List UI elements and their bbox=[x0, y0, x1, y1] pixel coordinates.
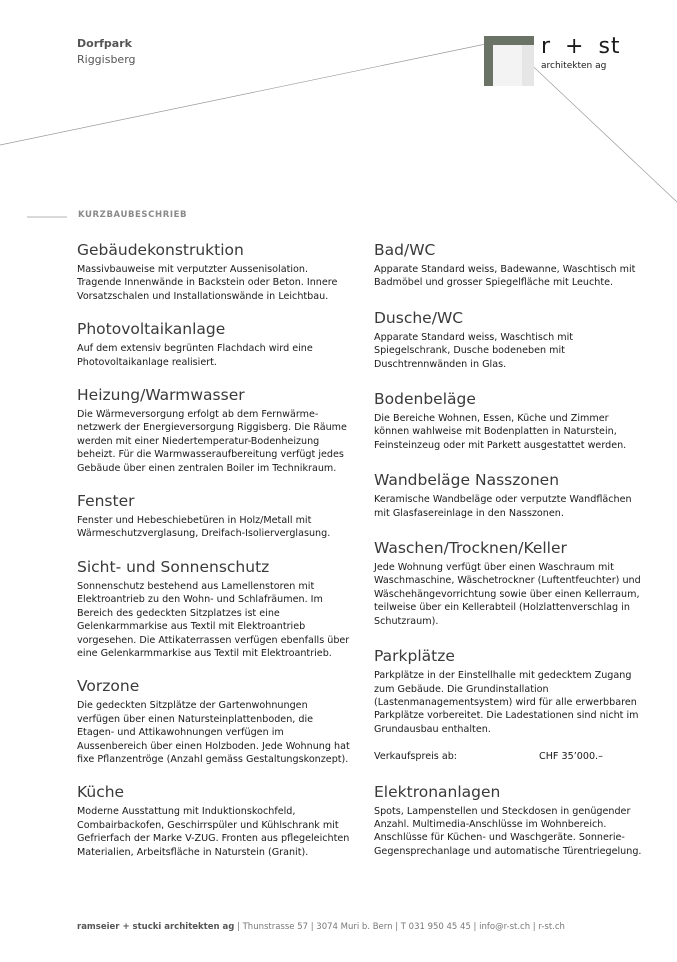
section-text: Die gedeckten Sitzplätze der Gartenwohnungen verfügen über einen Natursteinplattenboden, die Etagen- und Attikawohnungen verfügen im Aussenbereich über einen Holzboden. Jede Wohnung hat fixe Pflanzentröge (Anzahl gemäss Gestaltungskonzept). bbox=[77, 700, 350, 765]
section-bodenbelaege bbox=[374, 389, 646, 452]
section-title: Parkplätze bbox=[374, 647, 455, 666]
section-text: Apparate Standard weiss, Waschtisch mit Spiegelschrank, Dusche bodeneben mit Duschtrennwänden in Glas. bbox=[374, 331, 574, 370]
section-bad-wc bbox=[374, 240, 646, 290]
section-title: Heizung/Warmwasser bbox=[77, 386, 245, 405]
section-dusche-wc bbox=[374, 308, 646, 371]
section-text: Jede Wohnung verfügt über einen Waschraum mit Waschmaschine, Wäschetrockner (Luftentfeuchter) und Wäschehängevorrichtung sowie über einen Kellerraum, teilweise über ein Kellerabteil (Holzlattenverschlag in Schutzraum). bbox=[374, 562, 641, 627]
section-parkplaetze bbox=[374, 646, 646, 736]
logo-mark-icon bbox=[484, 36, 534, 86]
section-title: Bodenbeläge bbox=[374, 390, 476, 409]
section-label: KURZBAUBESCHRIEB bbox=[78, 210, 188, 220]
price-row bbox=[374, 750, 646, 763]
section-sonnenschutz bbox=[77, 557, 352, 660]
section-text: Parkplätze in der Einstellhalle mit gedecktem Zugang zum Gebäude. Die Grundinstallation (Lastenmanagementsystem) wird für alle erwerbbaren Parkplätze vorbereitet. Die Ladestationen sind nicht im Grundausbau enthalten. bbox=[374, 670, 639, 735]
section-wandbelaege bbox=[374, 470, 646, 520]
footer bbox=[77, 922, 565, 932]
section-elektroanlagen bbox=[374, 782, 646, 859]
section-text: Apparate Standard weiss, Badewanne, Waschtisch mit Badmöbel und grosser Spiegelfläche mit Leuchte. bbox=[374, 264, 636, 289]
section-text: Sonnenschutz bestehend aus Lamellenstoren mit Elektroantrieb zu den Wohn- und Schlafräumen. Im Bereich des gedeckten Sitzplatzes ist eine Gelenkarmmarkise aus Textil mit Elektroantrieb vorgesehen. Die Attikaterrassen verfügen ebenfalls über eine Gelenkarmmarkise aus Textil mit Elektroantrieb. bbox=[77, 580, 350, 659]
section-kueche bbox=[77, 782, 352, 859]
footer-details: | Thunstrasse 57 | 3074 Muri b. Bern | T 031 950 45 45 | info@r-st.ch | r-st.ch bbox=[234, 922, 565, 932]
section-heizung bbox=[77, 385, 352, 475]
section-photovoltaikanlage bbox=[77, 319, 352, 369]
project-name: Dorfpark bbox=[77, 37, 132, 50]
section-title: Vorzone bbox=[77, 677, 140, 696]
company-logo bbox=[484, 36, 644, 90]
section-vorzone bbox=[77, 676, 352, 766]
section-title: Photovoltaikanlage bbox=[77, 320, 226, 339]
section-title: Elektronanlagen bbox=[374, 782, 501, 801]
section-title: Gebäudekonstruktion bbox=[77, 241, 244, 259]
section-text: Die Bereiche Wohnen, Essen, Küche und Zimmer können wahlweise mit Bodenplatten in Naturstein, Feinsteinzeug oder mit Parkett ausgestattet werden. bbox=[374, 413, 627, 451]
section-fenster bbox=[77, 491, 352, 541]
logo-subtitle: architekten ag bbox=[541, 61, 607, 71]
section-title: Dusche/WC bbox=[374, 308, 464, 327]
section-text: Fenster und Hebeschiebetüren in Holz/Metall mit Wärmeschutzverglasung, Dreifach-Isolierverglasung. bbox=[77, 515, 331, 540]
right-column bbox=[374, 240, 646, 858]
price-value: CHF 35’000.– bbox=[539, 751, 603, 763]
section-text: Keramische Wandbeläge oder verputzte Wandflächen mit Glasfasereinlage in den Nasszonen. bbox=[374, 494, 632, 519]
project-location: Riggisberg bbox=[77, 53, 136, 66]
section-title: Sicht- und Sonnenschutz bbox=[77, 557, 270, 576]
section-text: Massivbauweise mit verputzter Aussenisolation. Tragende Innenwände in Backstein oder Beton. Innere Vorsatzschalen und Installationswände in Leichtbau. bbox=[77, 264, 338, 302]
section-title: Waschen/Trocknen/Keller bbox=[374, 539, 567, 558]
section-text: Die Wärmeversorgung erfolgt ab dem Fernwärme-netzwerk der Energieversorgung Riggisberg. Die Räume werden mit einer Niedertemperatur-Bodenheizung beheizt. Für die Warmwasseraufbereitung verfügt jedes Gebäude über einen zentralen Boiler im Technikraum. bbox=[77, 409, 347, 474]
price-label: Verkaufspreis ab: bbox=[374, 751, 458, 763]
section-text: Moderne Ausstattung mit Induktionskochfeld, Combairbackofen, Geschirrspüler und Kühlschrank mit Gefrierfach der Marke V-ZUG. Fronten aus pflegeleichten Materialien, Arbeitsfläche in Naturstein (Granit). bbox=[77, 806, 350, 858]
footer-firm: ramseier + stucki architekten ag bbox=[77, 922, 235, 932]
left-column bbox=[77, 240, 352, 859]
section-title: Fenster bbox=[77, 492, 135, 511]
section-title: Küche bbox=[77, 783, 125, 802]
section-text: Spots, Lampenstellen und Steckdosen in genügender Anzahl. Multimedia-Anschlüsse im Wohnbereich. Anschlüsse für Küchen- und Waschgeräte. Sonnerie-Gegensprechanlage und automatische Türentriegelung. bbox=[374, 805, 642, 857]
section-waschen bbox=[374, 538, 646, 628]
section-title: Bad/WC bbox=[374, 241, 436, 259]
section-title: Wandbeläge Nasszonen bbox=[374, 471, 560, 490]
logo-brand: r + st bbox=[541, 34, 621, 59]
section-text: Auf dem extensiv begrünten Flachdach wird eine Photovoltaikanlage realisiert. bbox=[77, 343, 313, 368]
project-header bbox=[77, 36, 136, 68]
section-gebaeudekonstruktion bbox=[77, 240, 352, 303]
